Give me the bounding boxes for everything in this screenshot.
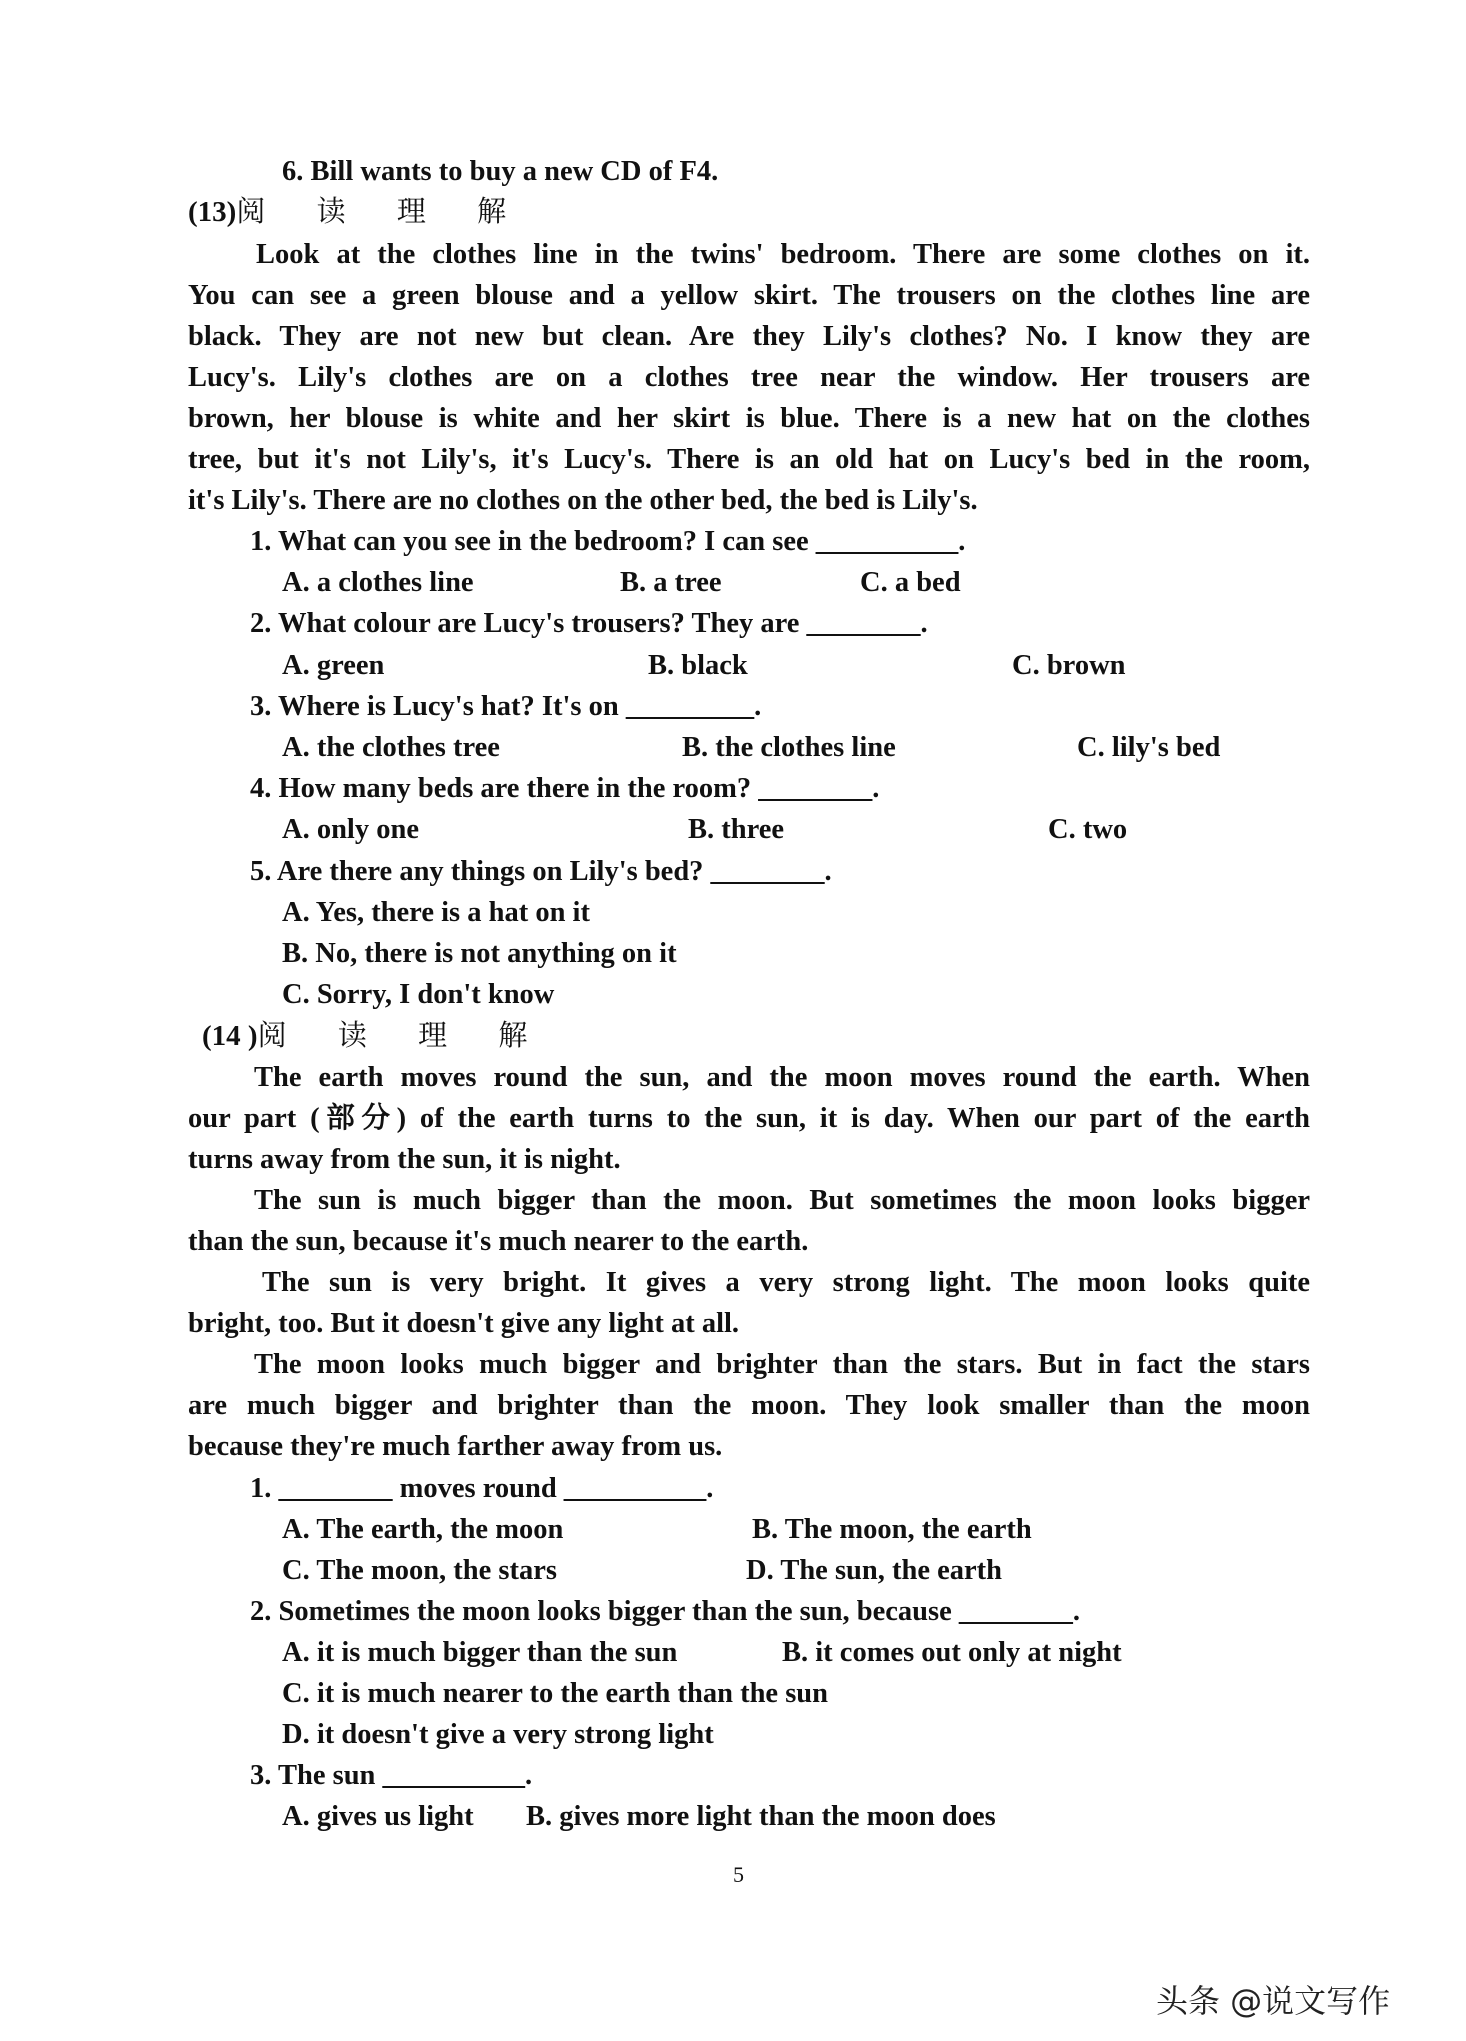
passage14-line: than the sun, because it's much nearer to the earth. bbox=[188, 1226, 809, 1257]
section13-heading bbox=[188, 192, 1310, 233]
option: A. gives us light bbox=[282, 1801, 474, 1832]
passage13-line: it's Lily's. There are no clothes on the other bed, the bed is Lily's. bbox=[188, 485, 978, 516]
option: B. The moon, the earth bbox=[752, 1514, 1032, 1545]
s14-question-2: 2. Sometimes the moon looks bigger than the sun, because ________. bbox=[250, 1596, 1080, 1627]
passage14-line: are much bigger and brighter than the moon. They look smaller than the moon bbox=[188, 1390, 1310, 1421]
passage13-line: Look at the clothes line in the twins' bedroom. There are some clothes on it. bbox=[256, 239, 1310, 270]
option: C. two bbox=[1048, 814, 1128, 845]
passage14-line: bright, too. But it doesn't give any light at all. bbox=[188, 1308, 740, 1339]
passage14-line: because they're much farther away from us. bbox=[188, 1431, 723, 1462]
section13-number: (13) bbox=[188, 196, 237, 228]
passage13-line: Lucy's. Lily's clothes are on a clothes tree near the window. Her trousers are bbox=[188, 362, 1310, 393]
s13-question-3: 3. Where is Lucy's hat? It's on _________. bbox=[250, 691, 762, 722]
s13-question-2: 2. What colour are Lucy's trousers? They are ________. bbox=[250, 608, 928, 639]
passage14-line: The sun is very bright. It gives a very strong light. The moon looks quite bbox=[262, 1267, 1310, 1298]
option: C. The moon, the stars bbox=[282, 1555, 557, 1586]
option: A. a clothes line bbox=[282, 567, 474, 598]
option: B. three bbox=[688, 814, 785, 845]
passage13-line: You can see a green blouse and a yellow skirt. The trousers on the clothes line are bbox=[188, 280, 1310, 311]
option: A. it is much bigger than the sun bbox=[282, 1637, 678, 1668]
passage14-line: The moon looks much bigger and brighter than the stars. But in fact the stars bbox=[254, 1349, 1310, 1380]
option: B. it comes out only at night bbox=[782, 1637, 1122, 1668]
section14-heading bbox=[202, 1016, 1324, 1057]
passage13-line: black. They are not new but clean. Are they Lily's clothes? No. I know they are bbox=[188, 321, 1310, 352]
option: D. The sun, the earth bbox=[746, 1555, 1002, 1586]
passage14-line: turns away from the sun, it is night. bbox=[188, 1144, 621, 1175]
option: C. lily's bed bbox=[1077, 732, 1221, 763]
option: B. No, there is not anything on it bbox=[282, 938, 677, 969]
option: C. brown bbox=[1012, 650, 1126, 681]
passage14-line: The sun is much bigger than the moon. But sometimes the moon looks bigger bbox=[254, 1185, 1310, 1216]
option: B. the clothes line bbox=[682, 732, 896, 763]
section13-title: 阅 读 理 解 bbox=[236, 196, 529, 228]
passage14-line: The earth moves round the sun, and the moon moves round the earth. When bbox=[254, 1062, 1310, 1093]
section14-title: 阅 读 理 解 bbox=[257, 1020, 550, 1052]
passage14-line: our part (部分) of the earth turns to the sun, it is day. When our part of the earth bbox=[188, 1103, 1310, 1134]
watermark: 头条 @说文写作 bbox=[1156, 1982, 1391, 2020]
s13-question-1: 1. What can you see in the bedroom? I can see __________. bbox=[250, 526, 966, 557]
page-number: 5 bbox=[733, 1862, 744, 1887]
option: C. a bed bbox=[860, 567, 961, 598]
passage13-line: tree, but it's not Lily's, it's Lucy's. There is an old hat on Lucy's bed in the room, bbox=[188, 444, 1310, 475]
option: A. the clothes tree bbox=[282, 732, 500, 763]
s14-question-1: 1. ________ moves round __________. bbox=[250, 1473, 714, 1504]
option: A. only one bbox=[282, 814, 419, 845]
option: B. gives more light than the moon does bbox=[526, 1801, 996, 1832]
option: A. Yes, there is a hat on it bbox=[282, 897, 590, 928]
passage13-line: brown, her blouse is white and her skirt is blue. There is a new hat on the clothes bbox=[188, 403, 1310, 434]
option: B. a tree bbox=[620, 567, 722, 598]
option: B. black bbox=[648, 650, 748, 681]
option: A. The earth, the moon bbox=[282, 1514, 564, 1545]
s13-question-5: 5. Are there any things on Lily's bed? ________. bbox=[250, 856, 832, 887]
option: C. Sorry, I don't know bbox=[282, 979, 555, 1010]
s13-question-4: 4. How many beds are there in the room? ________. bbox=[250, 773, 880, 804]
top-question-6: 6. Bill wants to buy a new CD of F4. bbox=[282, 156, 719, 187]
section14-number: (14 ) bbox=[202, 1020, 258, 1052]
option: D. it doesn't give a very strong light bbox=[282, 1719, 714, 1750]
option: C. it is much nearer to the earth than the sun bbox=[282, 1678, 828, 1709]
s14-question-3: 3. The sun __________. bbox=[250, 1760, 533, 1791]
option: A. green bbox=[282, 650, 385, 681]
